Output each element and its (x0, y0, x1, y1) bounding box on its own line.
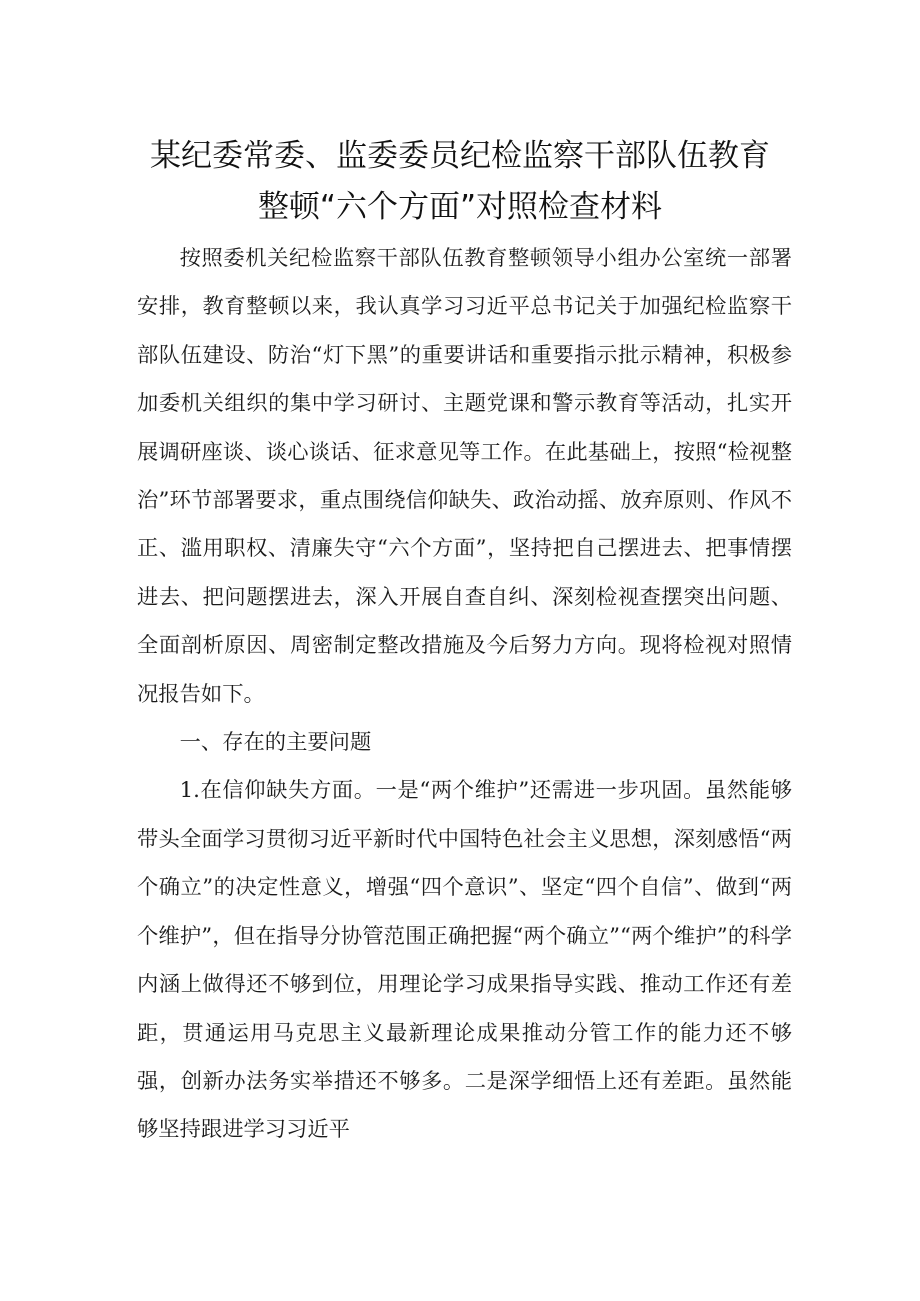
section-heading: 一、存在的主要问题 (179, 730, 372, 756)
document-body (137, 235, 792, 1155)
body-paragraph: 1.在信仰缺失方面。一是“两个维护”还需进一步巩固。虽然能够带头全面学习贯彻习近平新时代中国特色社会主义思想，深刻感悟“两个确立”的决定性意义，增强“四个意识”、坚定“四个自信”、做到“两个维护”，但在指导分协管范围正确把握“两个确立”“两个维护”的科学内涵上做得还不够到位，用理论学习成果指导实践、推动工作还有差距，贯通运用马克思主义最新理论成果推动分管工作的能力还不够强，创新办法务实举措还不够多。二是深学细悟上还有差距。虽然能够坚持跟进学习习近平 (137, 778, 792, 1143)
document-title-line-2: 整顿“六个方面”对照检查材料 (257, 189, 663, 225)
intro-paragraph: 按照委机关纪检监察干部队伍教育整顿领导小组办公室统一部署安排，教育整顿以来，我认真学习习近平总书记关于加强纪检监察干部队伍建设、防治“灯下黑”的重要讲话和重要指示批示精神，积极参加委机关组织的集中学习研讨、主题党课和警示教育等活动，扎实开展调研座谈、谈心谈话、征求意见等工作。在此基础上，按照“检视整治”环节部署要求，重点围绕信仰缺失、政治动摇、放弃原则、作风不正、滥用职权、清廉失守“六个方面”，坚持把自己摆进去、把事情摆进去、把问题摆进去，深入开展自查自纠、深刻检视查摆突出问题、全面剖析原因、周密制定整改措施及今后努力方向。现将检视对照情况报告如下。 (137, 246, 792, 707)
document-title-line-1: 某纪委常委、监委委员纪检监察干部队伍教育 (150, 138, 770, 174)
